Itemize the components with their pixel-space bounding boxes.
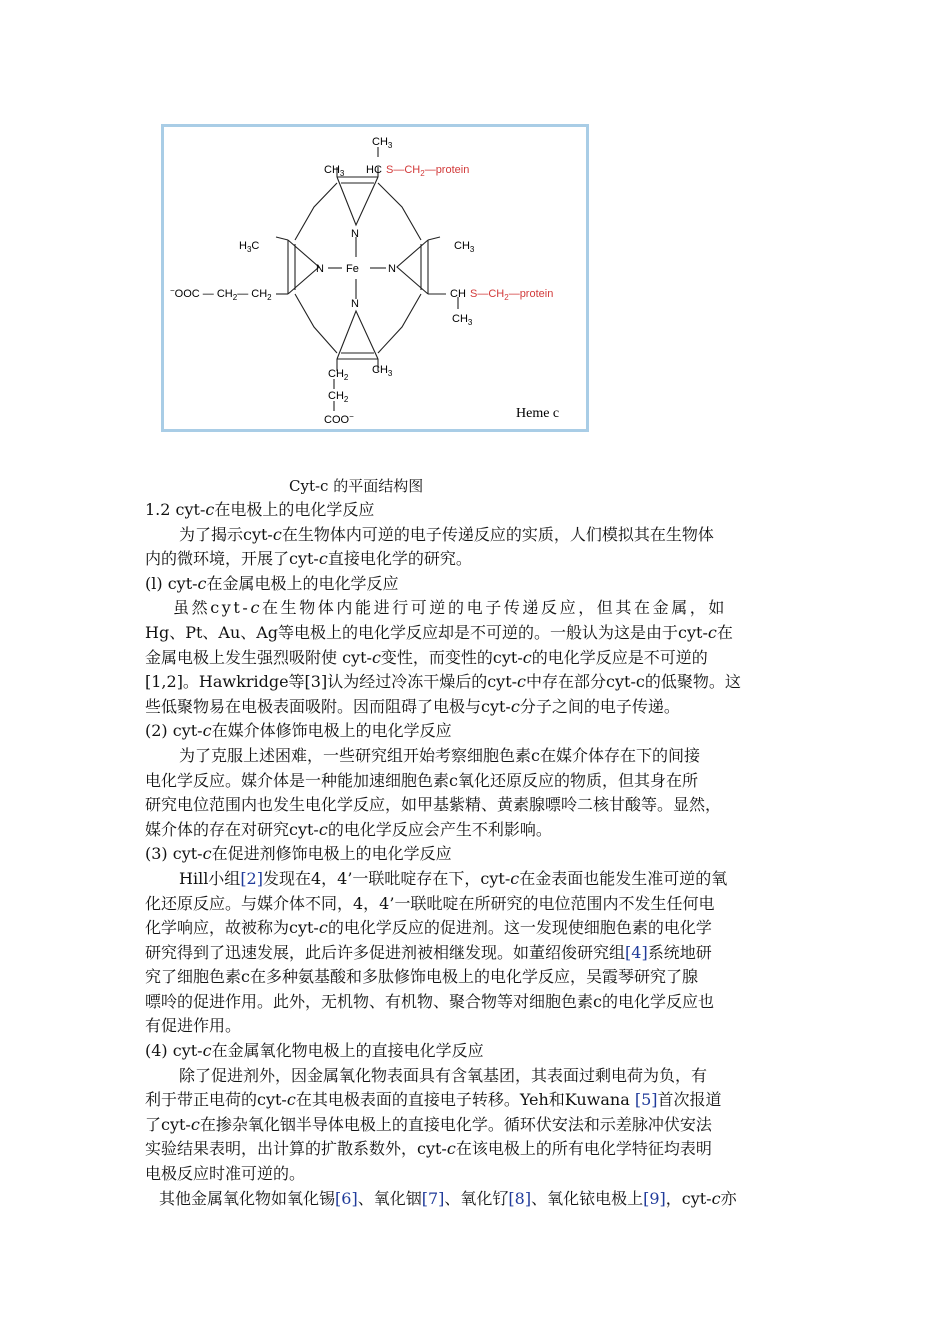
- citation-link[interactable]: [7]: [421, 1188, 445, 1208]
- bottom-coo-label: COO−: [324, 412, 354, 426]
- paragraph-line: 研究电位范围内也发生电化学反应，如甲基紫精、黄素腺嘌呤二核甘酸等。显然，: [145, 795, 722, 815]
- top-vinyl-methyl-label: $CH_3$: [372, 136, 393, 150]
- paragraph-line: 内的微环境，开展了cyt-c直接电化学的研究。: [145, 549, 472, 569]
- right-ch-methyl-label: $CH_3$: [452, 313, 473, 327]
- subsection-heading-3: (3) cyt-c在促进剂修饰电极上的电化学反应: [145, 844, 452, 864]
- subsection-heading-2: (2) cyt-c在媒介体修饰电极上的电化学反应: [145, 721, 452, 741]
- paragraph-line: [1,2]。Hawkridge等[3]认为经过冷冻干燥后的cyt-c中存在部分cyt-c的低聚物。这: [145, 672, 741, 692]
- citation-link[interactable]: [5]: [634, 1090, 658, 1110]
- nitrogen-bottom-label: N: [351, 298, 359, 310]
- paragraph-line: 虽然cyt-c在生物体内能进行可逆的电子传递反应，但其在金属，如: [173, 598, 728, 618]
- paragraph-line: 了cyt-c在掺杂氧化铟半导体电极上的直接电化学。循环伏安法和示差脉冲伏安法: [145, 1114, 712, 1134]
- paragraph-line: Hill小组[2]发现在4，4’一联吡啶存在下，cyt-c在金表面也能发生准可逆的氧: [179, 868, 728, 888]
- top-left-methyl-label: $CH_3$: [324, 164, 345, 178]
- paragraph-line: 化学响应，故被称为cyt-c的电化学反应的促进剂。这一发现使细胞色素的电化学: [145, 918, 712, 938]
- bottom-ch2-label: $CH_2$: [328, 368, 349, 382]
- paragraph-line: 媒介体的存在对研究cyt-c的电化学反应会产生不利影响。: [145, 819, 552, 839]
- right-methyl-label: $CH_3$: [454, 240, 475, 254]
- paragraph-line: 些低聚物易在电极表面吸附。因而阻碍了电极与cyt-c分子之间的电子传递。: [145, 696, 680, 716]
- citation-link[interactable]: [8]: [508, 1188, 532, 1208]
- bottom-methyl-label: $CH_3$: [372, 364, 393, 378]
- nitrogen-left-label: N: [316, 263, 324, 275]
- citation-link[interactable]: [6]: [335, 1188, 358, 1208]
- top-protein-link-label: $S—CH_2—protein$: [386, 164, 470, 178]
- body-text: [145, 498, 810, 1211]
- citation-link[interactable]: [2]: [240, 868, 263, 888]
- subsection-heading-4: (4) cyt-c在金属氧化物电极上的直接电化学反应: [145, 1041, 484, 1061]
- heme-c-structure-figure: [161, 124, 589, 432]
- paragraph-line: 金属电极上发生强烈吸附使 cyt-c变性，而变性的cyt-c的电化学反应是不可逆的: [145, 647, 708, 667]
- figure-caption: Cyt-c 的平面结构图: [289, 477, 424, 495]
- section-heading: 1.2 cyt-c在电极上的电化学反应: [145, 500, 375, 519]
- right-protein-link-label: $S—CH_2—protein$: [470, 288, 554, 302]
- paragraph-line: 其他金属氧化物如氧化锡[6]、氧化铟[7]、氧化钌[8]、氧化铱电极上[9]，cyt-c亦: [159, 1188, 737, 1208]
- heme-c-diagram: [164, 127, 586, 429]
- left-propionate-label: −OOC — $CH_2—$ $CH_2$: [170, 286, 272, 302]
- paragraph-line: 利于带正电荷的cyt-c在其电极表面的直接电子转移。Yeh和Kuwana [5]首次报道: [145, 1090, 722, 1110]
- paragraph-line: 为了揭示cyt-c在生物体内可逆的电子传递反应的实质，人们模拟其在生物体: [179, 524, 714, 544]
- left-methyl-label: $H_3C$: [239, 240, 260, 254]
- paragraph-line: 研究得到了迅速发展，此后许多促进剂被相继发现。如董绍俊研究组[4]系统地研: [145, 942, 712, 962]
- paragraph-line: 嘌呤的促进作用。此外，无机物、有机物、聚合物等对细胞色素c的电化学反应也: [145, 991, 714, 1011]
- citation-link[interactable]: [4]: [625, 942, 648, 962]
- subsection-heading-1: (l) cyt-c在金属电极上的电化学反应: [145, 573, 399, 593]
- paragraph-line: 电化学反应。媒介体是一种能加速细胞色素c氧化还原反应的物质，但其身在所: [145, 770, 698, 790]
- paragraph-line: 有促进作用。: [145, 1016, 242, 1036]
- paragraph-line: 除了促进剂外，因金属氧化物表面具有含氧基团，其表面过剩电荷为负，有: [179, 1065, 708, 1085]
- paragraph-line: 为了克服上述困难，一些研究组开始考察细胞色素c在媒介体存在下的间接: [179, 745, 700, 765]
- nitrogen-top-label: N: [351, 228, 359, 240]
- citation-link[interactable]: [9]: [643, 1188, 666, 1208]
- paragraph-line: 实验结果表明，出计算的扩散系数外，cyt-c在该电极上的所有电化学特征均表明: [145, 1139, 712, 1159]
- top-hc-label: HC: [366, 164, 382, 176]
- right-ch-label: CH: [450, 288, 466, 300]
- bottom-ch2b-label: $CH_2$: [328, 390, 349, 404]
- paragraph-line: 化还原反应。与媒介体不同，4，4’一联吡啶在所研究的电位范围内不发生任何电: [145, 893, 715, 913]
- nitrogen-right-label: N: [388, 263, 396, 275]
- paragraph-line: Hg、Pt、Au、Ag等电极上的电化学反应却是不可逆的。一般认为这是由于cyt-c在: [145, 622, 733, 642]
- iron-label: Fe: [346, 263, 359, 275]
- heme-c-caption-label: Heme c: [516, 406, 560, 421]
- paragraph-line: 究了细胞色素c在多种氨基酸和多肽修饰电极上的电化学反应，吴霞琴研究了腺: [145, 967, 698, 987]
- paragraph-line: 电极反应时准可逆的。: [145, 1164, 306, 1184]
